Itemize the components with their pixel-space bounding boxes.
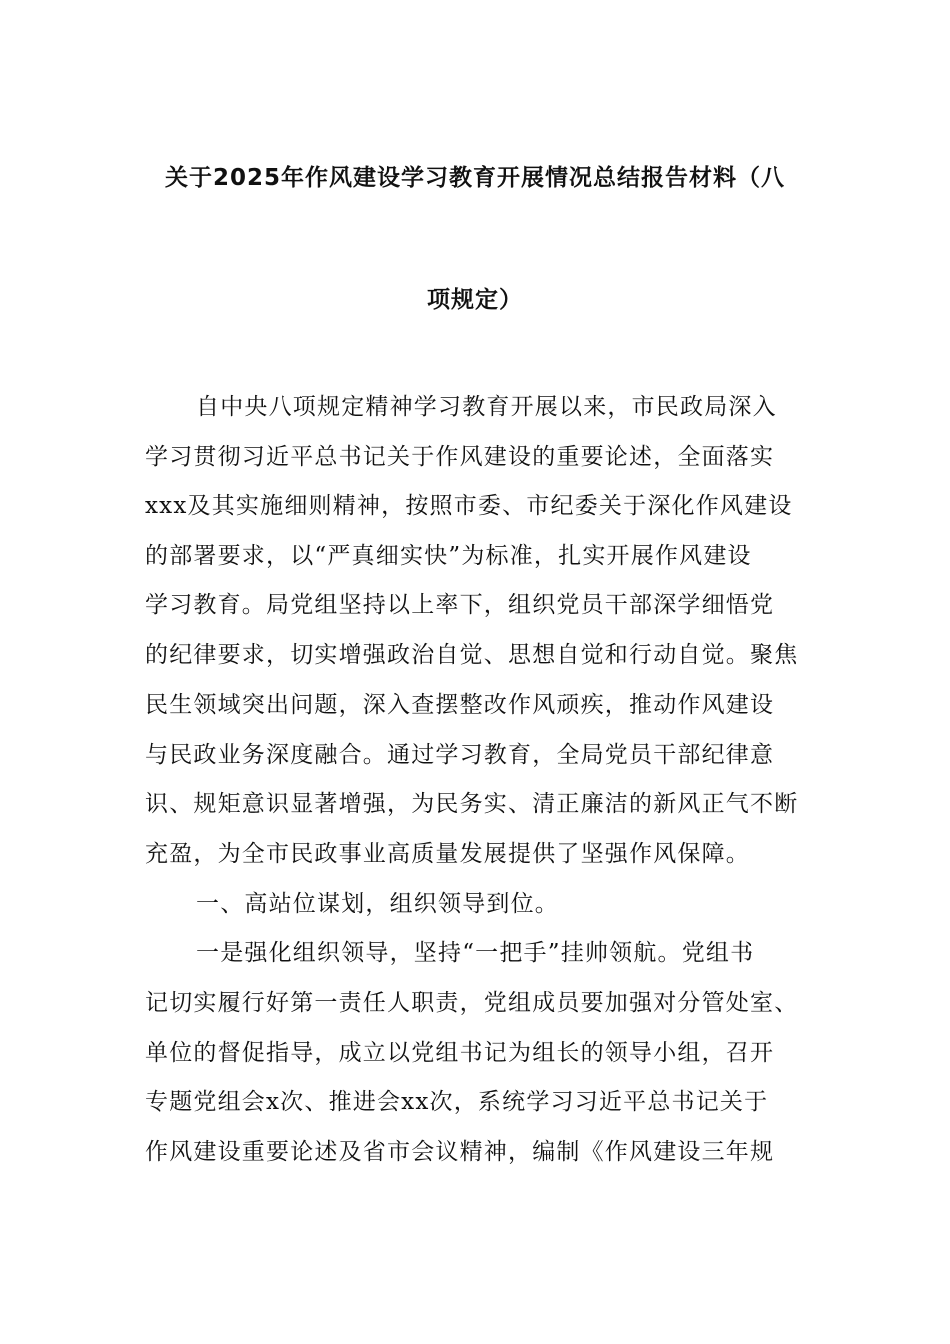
paragraph-line: 的纪律要求，切实增强政治自觉、思想自觉和行动自觉。聚焦 bbox=[145, 642, 799, 668]
paragraph-line: 学习教育。局党组坚持以上率下，组织党员干部深学细悟党 bbox=[145, 592, 775, 618]
paragraph-line: 一是强化组织领导，坚持“一把手”挂帅领航。党组书 bbox=[196, 940, 755, 966]
document-title-line-2: 项规定） bbox=[427, 287, 523, 313]
paragraph-line: 学习贯彻习近平总书记关于作风建设的重要论述，全面落实 bbox=[145, 444, 775, 470]
paragraph-line: 专题党组会x次、推进会xx次，系统学习习近平总书记关于 bbox=[145, 1089, 769, 1115]
paragraph-line: 与民政业务深度融合。通过学习教育，全局党员干部纪律意 bbox=[145, 742, 775, 768]
paragraph-line: 识、规矩意识显著增强，为民务实、清正廉洁的新风正气不断 bbox=[145, 791, 799, 817]
paragraph-line: 作风建设重要论述及省市会议精神，编制《作风建设三年规 bbox=[145, 1139, 775, 1165]
paragraph-line: xxx及其实施细则精神，按照市委、市纪委关于深化作风建设 bbox=[145, 493, 793, 519]
paragraph-line: 充盈，为全市民政事业高质量发展提供了坚强作风保障。 bbox=[145, 841, 750, 867]
paragraph-line: 自中央八项规定精神学习教育开展以来，市民政局深入 bbox=[196, 394, 777, 420]
section-heading: 一、高站位谋划，组织领导到位。 bbox=[196, 891, 559, 917]
document-title-line-1: 关于2025年作风建设学习教育开展情况总结报告材料（八 bbox=[164, 165, 785, 191]
paragraph-line: 记切实履行好第一责任人职责，党组成员要加强对分管处室、 bbox=[145, 990, 799, 1016]
paragraph-line: 民生领域突出问题，深入查摆整改作风顽疾，推动作风建设 bbox=[145, 692, 775, 718]
paragraph-line: 的部署要求，以“严真细实快”为标准，扎实开展作风建设 bbox=[145, 543, 752, 569]
paragraph-line: 单位的督促指导，成立以党组书记为组长的领导小组，召开 bbox=[145, 1040, 775, 1066]
